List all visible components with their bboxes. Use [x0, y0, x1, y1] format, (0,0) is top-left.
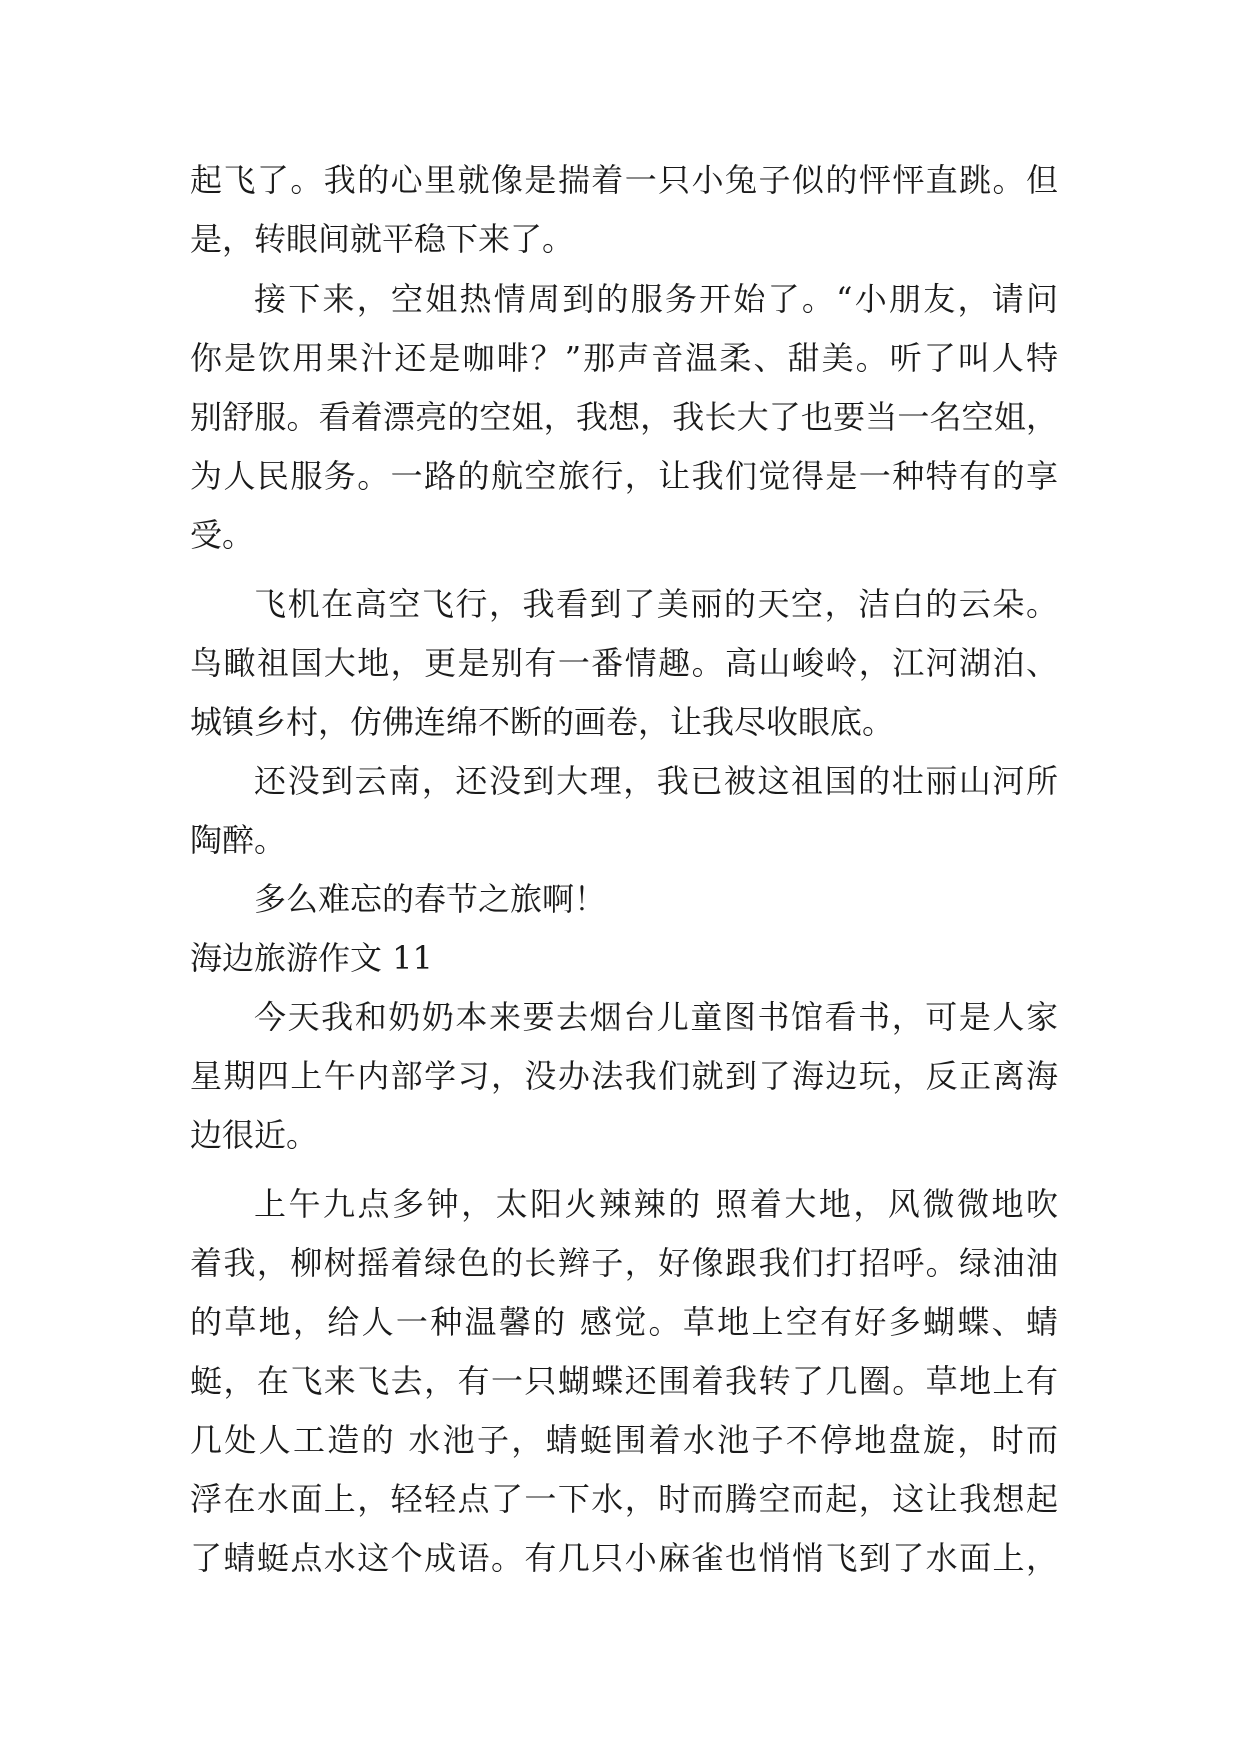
text-line: 受。 — [190, 516, 255, 554]
text-line: 几处人工造的 水池子，蜻蜓围着水池子不停地盘旋，时而 — [190, 1421, 1058, 1459]
text-line: 边很近。 — [190, 1116, 319, 1154]
text-line: 多么难忘的春节之旅啊！ — [254, 880, 607, 918]
text-line: 浮在水面上，轻轻点了一下水，时而腾空而起，这让我想起 — [190, 1480, 1058, 1518]
text-line: 着我，柳树摇着绿色的长辫子，好像跟我们打招呼。绿油油 — [190, 1244, 1058, 1282]
text-line: 城镇乡村，仿佛连绵不断的画卷，让我尽收眼底。 — [190, 703, 895, 741]
text-line: 上午九点多钟，太阳火辣辣的 照着大地，风微微地吹 — [254, 1185, 1058, 1223]
text-line: 你是饮用果汁还是咖啡？”那声音温柔、甜美。听了叫人特 — [190, 339, 1058, 377]
text-line: 飞机在高空飞行，我看到了美丽的天空，洁白的云朵。 — [254, 585, 1058, 623]
text-line: 为人民服务。一路的航空旅行，让我们觉得是一种特有的享 — [190, 457, 1058, 495]
text-line: 是，转眼间就平稳下来了。 — [190, 220, 575, 258]
text-line: 的草地，给人一种温馨的 感觉。草地上空有好多蝴蝶、蜻 — [190, 1303, 1058, 1341]
text-line: 星期四上午内部学习，没办法我们就到了海边玩，反正离海 — [190, 1057, 1058, 1095]
text-line: 了蜻蜓点水这个成语。有几只小麻雀也悄悄飞到了水面上， — [190, 1539, 1058, 1577]
text-line: 鸟瞰祖国大地，更是别有一番情趣。高山峻岭，江河湖泊、 — [190, 644, 1058, 682]
text-line: 还没到云南，还没到大理，我已被这祖国的壮丽山河所 — [254, 762, 1058, 800]
text-line: 别舒服。看着漂亮的空姐，我想，我长大了也要当一名空姐， — [190, 398, 1058, 436]
text-line: 蜓，在飞来飞去，有一只蝴蝶还围着我转了几圈。草地上有 — [190, 1362, 1058, 1400]
section-title: 海边旅游作文 11 — [190, 939, 433, 977]
text-line: 接下来，空姐热情周到的服务开始了。“小朋友，请问 — [254, 280, 1058, 318]
text-line: 今天我和奶奶本来要去烟台儿童图书馆看书，可是人家 — [254, 998, 1058, 1036]
text-line: 起飞了。我的心里就像是揣着一只小兔子似的怦怦直跳。但 — [190, 161, 1058, 199]
text-line: 陶醉。 — [190, 821, 287, 859]
